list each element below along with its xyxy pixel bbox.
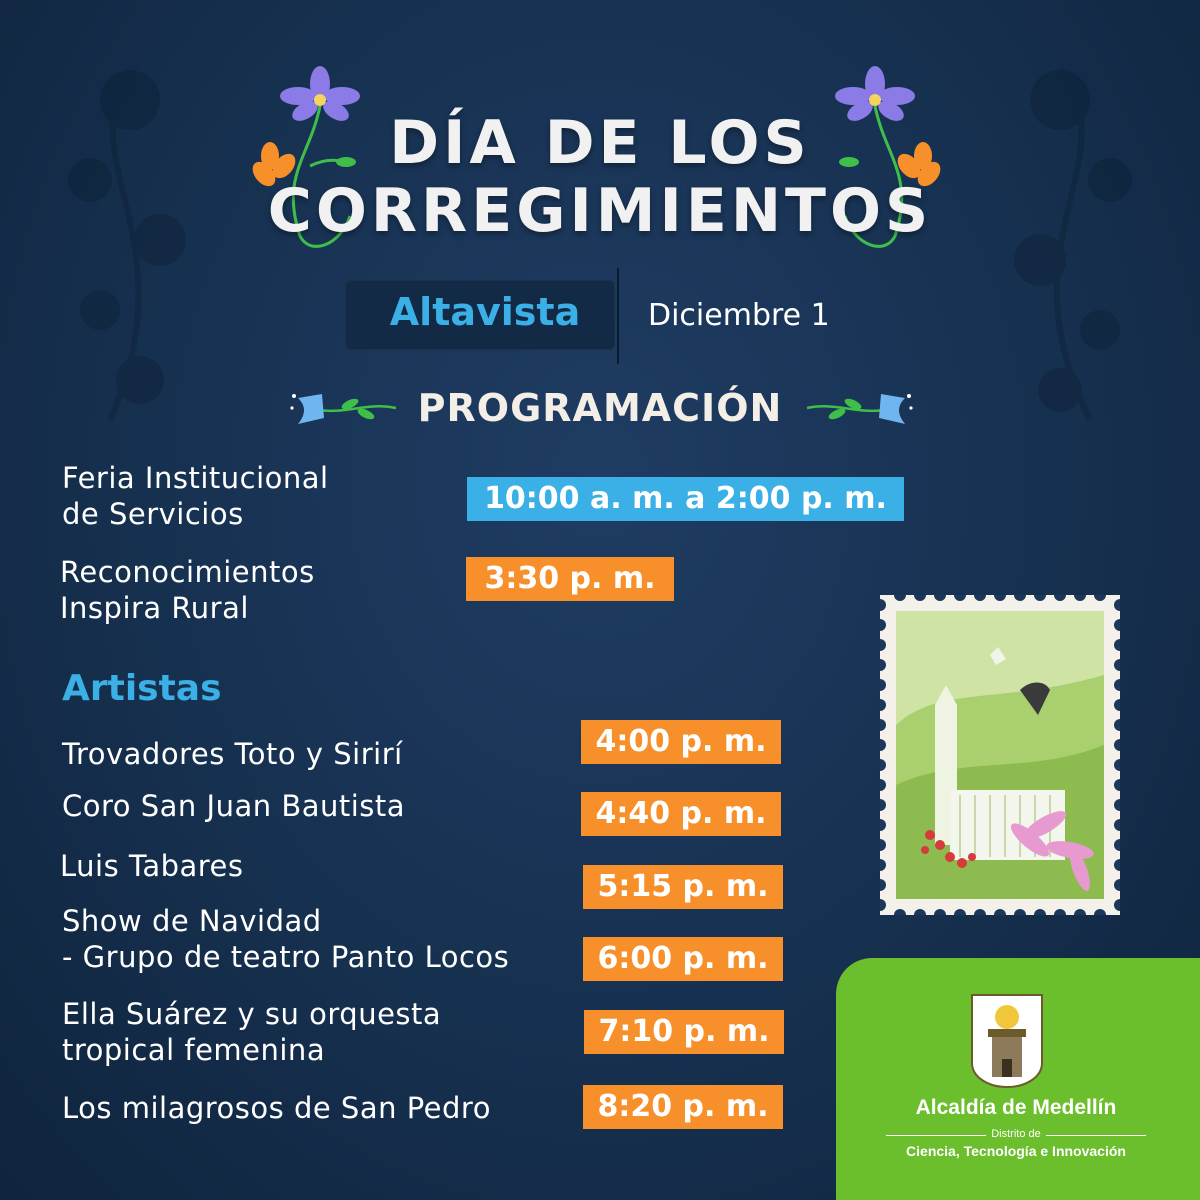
title-line-2: CORREGIMIENTOS xyxy=(267,176,933,246)
logo-tagline: Ciencia, Tecnología e Innovación xyxy=(906,1143,1126,1159)
time-badge-reconocimientos: 3:30 p. m. xyxy=(466,557,674,601)
artist-milagrosos xyxy=(62,1090,491,1126)
event-date: Diciembre 1 xyxy=(648,298,830,333)
artist-line: - Grupo de teatro Panto Locos xyxy=(62,940,510,974)
artist-line: Trovadores Toto y Sirirí xyxy=(62,737,403,771)
artist-coro xyxy=(62,788,405,824)
activity-line: Reconocimientos xyxy=(60,555,315,589)
title-line-1: DÍA DE LOS xyxy=(389,108,811,178)
artist-line: Los milagrosos de San Pedro xyxy=(62,1091,491,1125)
artist-luis-tabares xyxy=(60,848,244,884)
time-badge-milagrosos: 8:20 p. m. xyxy=(583,1085,783,1129)
logo-name: Alcaldía de Medellín xyxy=(915,1096,1117,1119)
artist-line: tropical femenina xyxy=(62,1033,326,1067)
artist-show-navidad xyxy=(62,903,509,975)
artist-trovadores xyxy=(62,736,403,772)
activity-line: de Servicios xyxy=(62,497,244,531)
activity-line: Inspira Rural xyxy=(60,591,249,625)
artist-line: Luis Tabares xyxy=(60,849,244,883)
time-badge-show-navidad: 6:00 p. m. xyxy=(583,937,783,981)
postage-stamp-illustration xyxy=(880,595,1120,915)
activity-reconocimientos xyxy=(60,554,315,626)
time-badge-ella-suarez: 7:10 p. m. xyxy=(584,1010,784,1054)
time-badge-feria: 10:00 a. m. a 2:00 p. m. xyxy=(467,477,904,521)
artist-line: Ella Suárez y su orquesta xyxy=(62,997,442,1031)
activity-feria xyxy=(62,460,329,532)
header-divider xyxy=(617,268,619,364)
program-heading: PROGRAMACIÓN xyxy=(417,386,783,430)
artist-line: Show de Navidad xyxy=(62,904,322,938)
time-badge-trovadores: 4:00 p. m. xyxy=(581,720,781,764)
time-badge-luis-tabares: 5:15 p. m. xyxy=(583,865,783,909)
artist-ella-suarez xyxy=(62,996,441,1068)
time-badge-coro: 4:40 p. m. xyxy=(581,792,781,836)
location-label: Altavista xyxy=(389,290,581,334)
activity-line: Feria Institucional xyxy=(62,461,329,495)
artists-heading: Artistas xyxy=(62,668,222,709)
logo-subtitle: Distrito de xyxy=(991,1128,1041,1140)
coat-of-arms-icon xyxy=(970,993,1044,1089)
artist-line: Coro San Juan Bautista xyxy=(62,789,406,823)
